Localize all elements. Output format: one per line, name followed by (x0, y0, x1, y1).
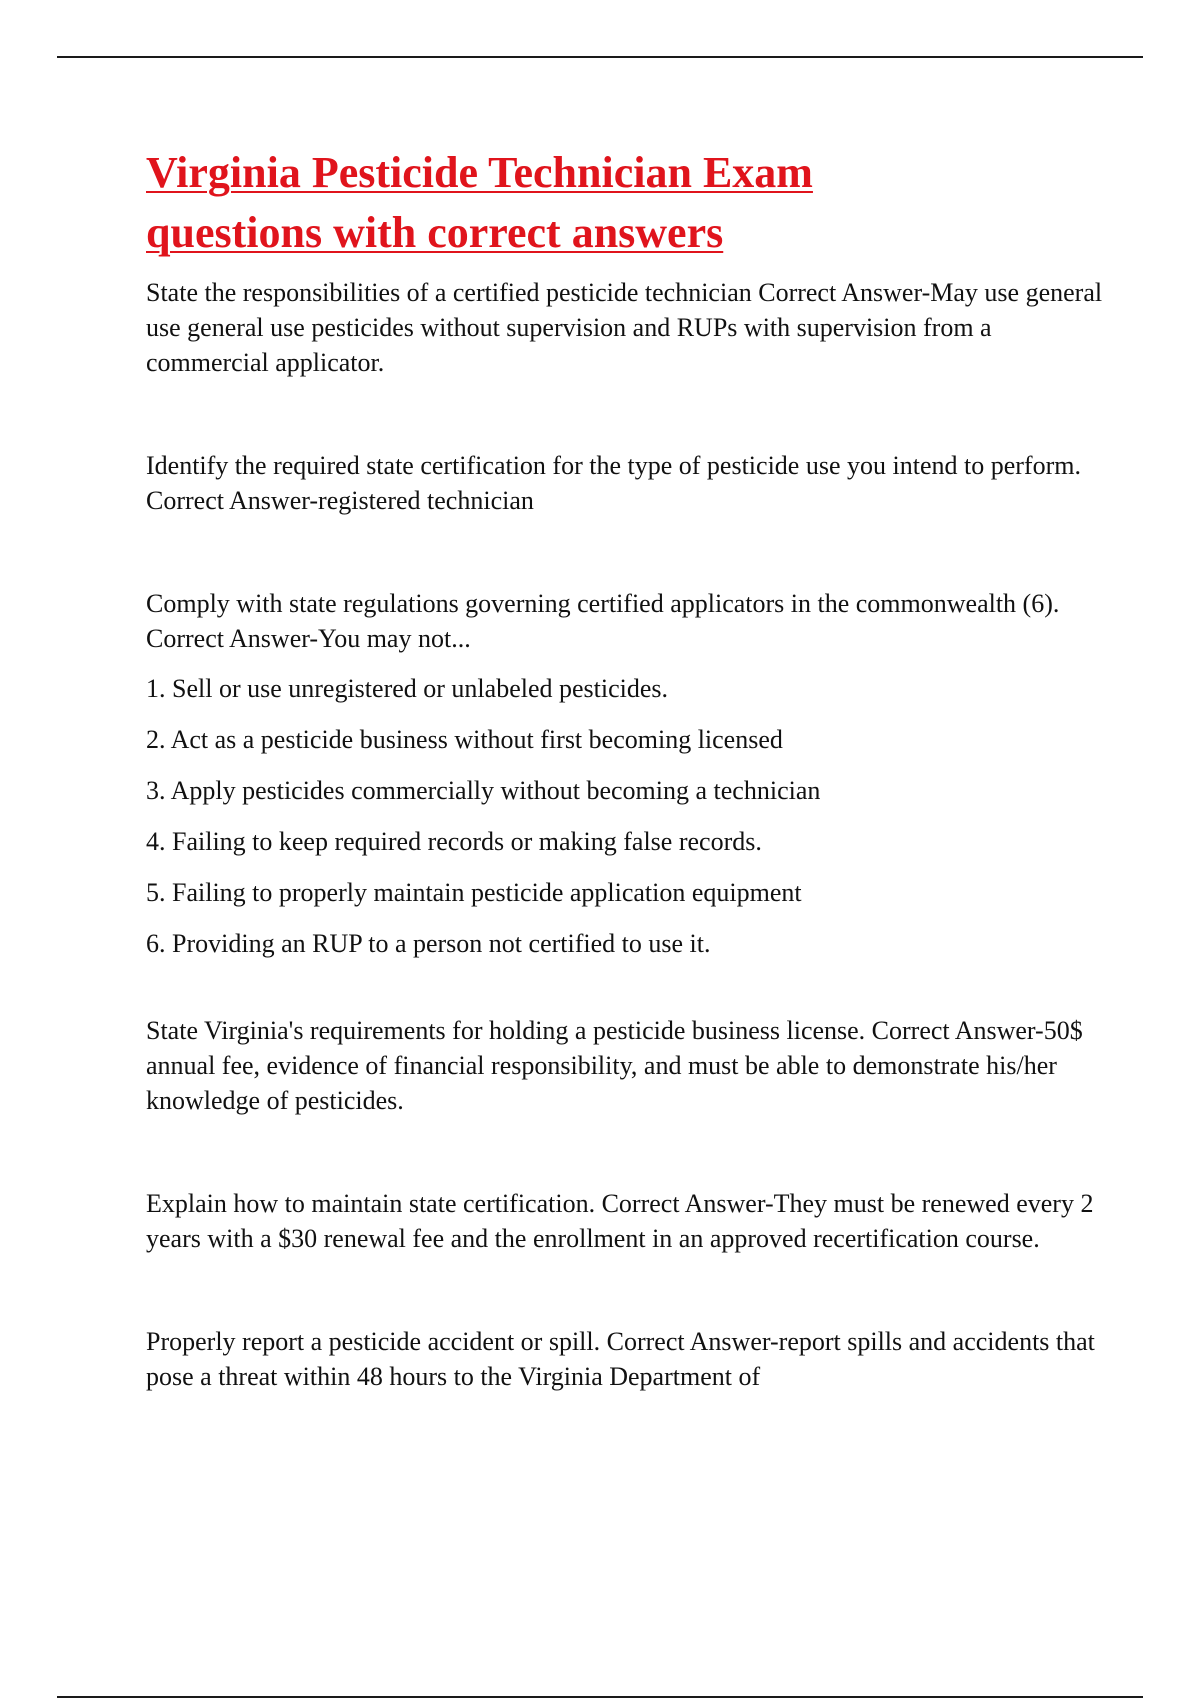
list-item: 1. Sell or use unregistered or unlabeled pesticides. (146, 674, 669, 703)
qa-paragraph-technician-responsibilities: State the responsibilities of a certified pesticide technician Correct Answer-May use general use general use pesticides without supervision and RUPs with supervision from a commercial applicator. (146, 278, 1103, 377)
header-rule (57, 56, 1143, 58)
qa-paragraph-report-accident: Properly report a pesticide accident or spill. Correct Answer-report spills and accidents that pose a threat within 48 hours to the Virginia Department of (146, 1327, 1095, 1391)
list-item: 2. Act as a pesticide business without first becoming licensed (146, 725, 783, 754)
qa-paragraph-maintain-certification: Explain how to maintain state certification. Correct Answer-They must be renewed every 2 years with a $30 renewal fee and the enrollment in an approved recertification course. (146, 1189, 1094, 1253)
title-line-1: Virginia Pesticide Technician Exam (146, 148, 813, 197)
list-item: 5. Failing to properly maintain pesticide application equipment (146, 878, 802, 907)
regulations-list (146, 671, 1106, 961)
title-line-2: questions with correct answers (146, 208, 724, 257)
footer-rule (57, 1696, 1143, 1698)
document-body (146, 143, 1106, 1394)
list-item: 6. Providing an RUP to a person not certified to use it. (146, 929, 711, 958)
list-item: 3. Apply pesticides commercially without becoming a technician (146, 776, 821, 805)
qa-paragraph-state-regulations: Comply with state regulations governing certified applicators in the commonwealth (6). Correct Answer-You may not... (146, 589, 1060, 653)
qa-paragraph-required-certification: Identify the required state certification for the type of pesticide use you intend to perform. Correct Answer-registered technician (146, 451, 1081, 515)
list-item: 4. Failing to keep required records or making false records. (146, 827, 762, 856)
qa-paragraph-business-license: State Virginia's requirements for holding a pesticide business license. Correct Answer-50$ annual fee, evidence of financial responsibility, and must be able to demonstrate his/her knowledge of pesticides. (146, 1016, 1083, 1115)
document-title (146, 143, 1106, 263)
